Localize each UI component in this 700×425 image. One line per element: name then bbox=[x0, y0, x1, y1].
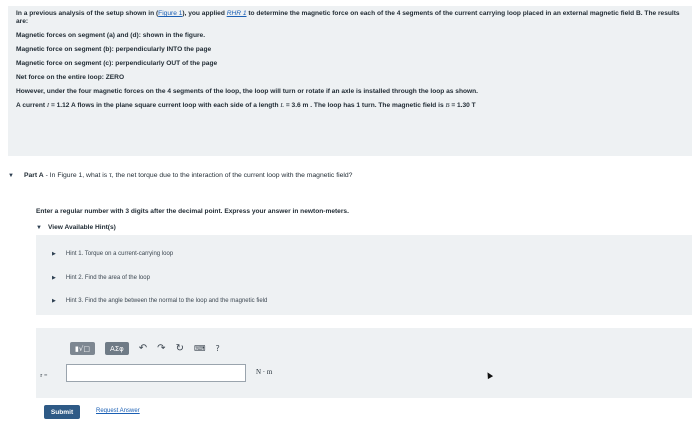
part-a-question bbox=[24, 172, 353, 179]
answer-instructions: Enter a regular number with 3 digits after the decimal point. Express your answer in newton-meters. bbox=[36, 208, 349, 215]
current-text: . The loop has 1 turn. The magnetic field is bbox=[308, 102, 446, 109]
hint-item[interactable] bbox=[52, 251, 173, 257]
symbols-button[interactable]: ΑΣφ bbox=[105, 342, 129, 355]
collapse-caret-icon[interactable]: ▼ bbox=[8, 172, 14, 179]
question-text: - In Figure 1, what is τ, the net torque due to the interaction of the current loop with the magnetic field? bbox=[43, 172, 353, 179]
intro-text: In a previous analysis of the setup shown in ( bbox=[16, 10, 159, 17]
result-line: Magnetic force on segment (b): perpendicularly INTO the page bbox=[16, 46, 212, 53]
var-l: L bbox=[280, 102, 285, 109]
hints-toggle-label: View Available Hint(s) bbox=[47, 224, 116, 231]
answer-panel bbox=[36, 328, 692, 398]
expand-triangle-icon: ▶ bbox=[52, 251, 56, 257]
result-line: However, under the four magnetic forces on the 4 segments of the loop, the loop will turn or rotate if an axle is installed through the loop as shown. bbox=[16, 88, 478, 95]
problem-statement bbox=[8, 6, 692, 156]
keyboard-icon[interactable]: ⌨ bbox=[193, 344, 206, 353]
hint-item[interactable] bbox=[52, 298, 267, 304]
intro-text: ), you applied bbox=[182, 10, 227, 17]
result-line: Magnetic force on segment (c): perpendicularly OUT of the page bbox=[16, 60, 218, 67]
part-label: Part A bbox=[23, 172, 44, 179]
unit-label: N · m bbox=[256, 368, 273, 376]
redo-icon[interactable]: ↷ bbox=[157, 343, 166, 354]
hint-label: Hint 2. Find the area of the loop bbox=[65, 275, 150, 281]
field-value: = 1.30 T bbox=[449, 102, 476, 109]
math-toolbar bbox=[70, 342, 220, 355]
hint-item[interactable] bbox=[52, 275, 150, 281]
part-a-header[interactable] bbox=[8, 172, 352, 179]
intro-text: to determine the magnetic force on each of the 4 segments of the current carrying loop placed in an external magnetic field B. The results are: bbox=[16, 10, 680, 25]
help-icon[interactable]: ? bbox=[215, 344, 220, 353]
current-text: flows in the plane square current loop with each side of a length bbox=[75, 102, 281, 109]
current-text: A current bbox=[16, 102, 47, 109]
answer-input[interactable] bbox=[66, 364, 246, 382]
rhr-link[interactable]: RHR 1 bbox=[226, 10, 247, 17]
view-hints-toggle[interactable] bbox=[36, 224, 116, 231]
result-line: Net force on the entire loop: ZERO bbox=[16, 74, 125, 81]
undo-icon[interactable]: ↶ bbox=[138, 343, 148, 354]
request-answer-link[interactable]: Request Answer bbox=[96, 408, 140, 414]
reset-icon[interactable]: ↻ bbox=[175, 343, 184, 354]
expand-triangle-icon: ▶ bbox=[52, 275, 56, 281]
result-line: Magnetic forces on segment (a) and (d): shown in the figure. bbox=[16, 32, 206, 39]
current-value: = 1.12 A bbox=[49, 102, 76, 109]
submit-button[interactable]: Submit bbox=[44, 405, 80, 419]
figure-link[interactable]: Figure 1 bbox=[158, 10, 183, 17]
templates-button[interactable]: ▮√□ bbox=[70, 342, 95, 355]
var-b: B bbox=[445, 102, 450, 109]
hint-label: Hint 3. Find the angle between the normal to the loop and the magnetic field bbox=[65, 298, 268, 304]
length-value: = 3.6 m bbox=[284, 102, 309, 109]
current-line bbox=[16, 102, 684, 110]
answer-label: τ = bbox=[40, 373, 48, 379]
expand-triangle-icon: ▶ bbox=[52, 298, 56, 304]
chevron-down-icon: ▼ bbox=[36, 224, 42, 231]
var-i: I bbox=[46, 102, 50, 109]
intro-line bbox=[16, 10, 684, 26]
hints-panel bbox=[36, 235, 692, 315]
hint-label: Hint 1. Torque on a current-carrying loop bbox=[65, 251, 174, 257]
